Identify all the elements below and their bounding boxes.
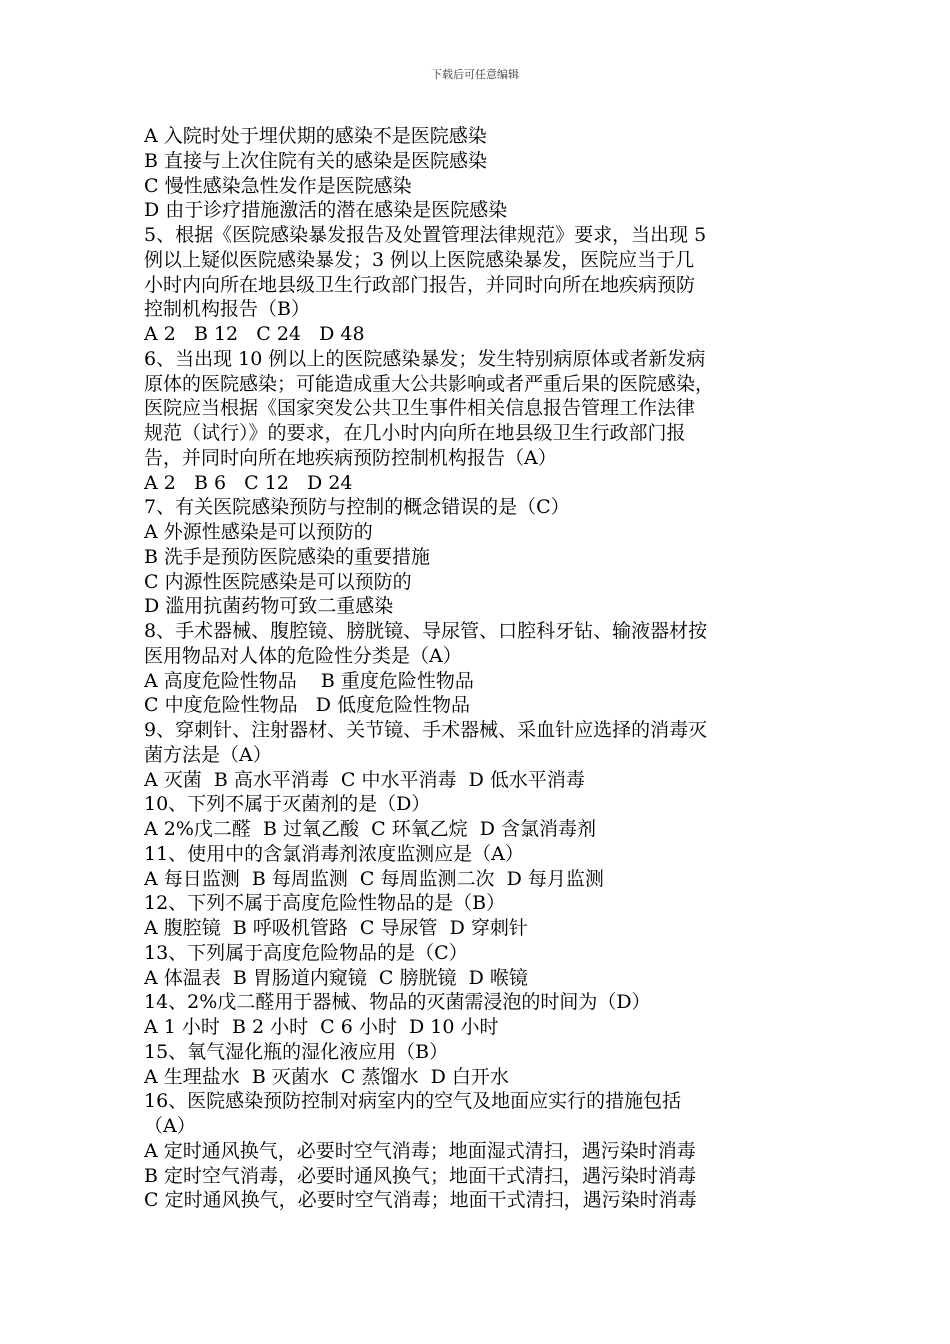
text-line: 医用物品对人体的危险性分类是（A） bbox=[144, 644, 462, 667]
text-line: C 慢性感染急性发作是医院感染 bbox=[144, 174, 412, 197]
text-line: D 滥用抗菌药物可致二重感染 bbox=[144, 595, 394, 618]
text-line: 菌方法是（A） bbox=[144, 743, 272, 766]
text-line: A 1 小时 B 2 小时 C 6 小时 D 10 小时 bbox=[144, 1016, 499, 1038]
text-line: A 入院时处于埋伏期的感染不是医院感染 bbox=[144, 125, 487, 147]
text-line: 9、穿刺针、注射器材、关节镜、手术器械、采血针应选择的消毒灭 bbox=[144, 719, 708, 741]
text-line: 6、当出现 10 例以上的医院感染暴发；发生特别病原体或者新发病 bbox=[144, 347, 706, 370]
text-line: A 腹腔镜 B 呼吸机管路 C 导尿管 D 穿刺针 bbox=[144, 917, 528, 939]
text-line: 13、下列属于高度危险物品的是（C） bbox=[144, 941, 468, 964]
text-line: B 直接与上次住院有关的感染是医院感染 bbox=[144, 149, 488, 172]
text-line: 例以上疑似医院感染暴发；3 例以上医院感染暴发，医院应当于几 bbox=[144, 248, 695, 271]
text-line: 5、根据《医院感染暴发报告及处置管理法律规范》要求，当出现 5 bbox=[144, 224, 707, 246]
text-line: A 外源性感染是可以预防的 bbox=[144, 521, 373, 543]
text-line: A 灭菌 B 高水平消毒 C 中水平消毒 D 低水平消毒 bbox=[144, 768, 585, 791]
text-line: 10、下列不属于灭菌剂的是（D） bbox=[144, 793, 431, 816]
text-line: A 生理盐水 B 灭菌水 C 蒸馏水 D 白开水 bbox=[144, 1065, 509, 1088]
text-line: A 每日监测 B 每周监测 C 每周监测二次 D 每月监测 bbox=[144, 867, 604, 890]
text-line: A 高度危险性物品 B 重度危险性物品 bbox=[144, 669, 474, 692]
page-header: 下载后可任意编辑 bbox=[431, 68, 519, 81]
text-line: D 由于诊疗措施激活的潜在感染是医院感染 bbox=[144, 199, 508, 222]
text-line: A 2 B 6 C 12 D 24 bbox=[144, 471, 353, 494]
text-line: 控制机构报告（B） bbox=[144, 298, 310, 321]
text-line: 告，并同时向所在地疾病预防控制机构报告（A） bbox=[144, 446, 557, 469]
text-line: C 定时通风换气，必要时空气消毒；地面干式清扫，遇污染时消毒 bbox=[144, 1189, 697, 1212]
text-line: 7、有关医院感染预防与控制的概念错误的是（C） bbox=[144, 496, 570, 519]
text-line: 12、下列不属于高度危险性物品的是（B） bbox=[144, 892, 506, 915]
text-line: A 体温表 B 胃肠道内窥镜 C 膀胱镜 D 喉镜 bbox=[144, 966, 528, 989]
text-line: 14、2%戊二醛用于器械、物品的灭菌需浸泡的时间为（D） bbox=[144, 991, 651, 1014]
text-line: 医院应当根据《国家突发公共卫生事件相关信息报告管理工作法律 bbox=[144, 397, 696, 420]
text-line: B 洗手是预防医院感染的重要措施 bbox=[144, 545, 431, 568]
text-line: 原体的医院感染；可能造成重大公共影响或者严重后果的医院感染， bbox=[144, 372, 715, 395]
text-line: （A） bbox=[144, 1115, 196, 1137]
text-line: 规范（试行）》的要求，在几小时内向所在地县级卫生行政部门报 bbox=[144, 422, 686, 444]
text-line: 16、医院感染预防控制对病室内的空气及地面应实行的措施包括 bbox=[144, 1090, 682, 1113]
text-line: C 内源性医院感染是可以预防的 bbox=[144, 570, 412, 593]
text-line: 8、手术器械、腹腔镜、膀胱镜、导尿管、口腔科牙钻、输液器材按 bbox=[144, 620, 708, 642]
text-line: 小时内向所在地县级卫生行政部门报告，并同时向所在地疾病预防 bbox=[144, 273, 696, 296]
text-line: A 2%戊二醛 B 过氧乙酸 C 环氧乙烷 D 含氯消毒剂 bbox=[144, 818, 596, 840]
document-body bbox=[144, 124, 814, 1213]
text-line: A 定时通风换气，必要时空气消毒；地面湿式清扫，遇污染时消毒 bbox=[144, 1139, 696, 1162]
text-line: 15、氧气湿化瓶的湿化液应用（B） bbox=[144, 1040, 449, 1063]
text-line: C 中度危险性物品 D 低度危险性物品 bbox=[144, 694, 470, 717]
text-line: A 2 B 12 C 24 D 48 bbox=[144, 323, 365, 345]
text-line: 11、使用中的含氯消毒剂浓度监测应是（A） bbox=[144, 842, 524, 865]
text-line: B 定时空气消毒，必要时通风换气；地面干式清扫，遇污染时消毒 bbox=[144, 1164, 697, 1187]
